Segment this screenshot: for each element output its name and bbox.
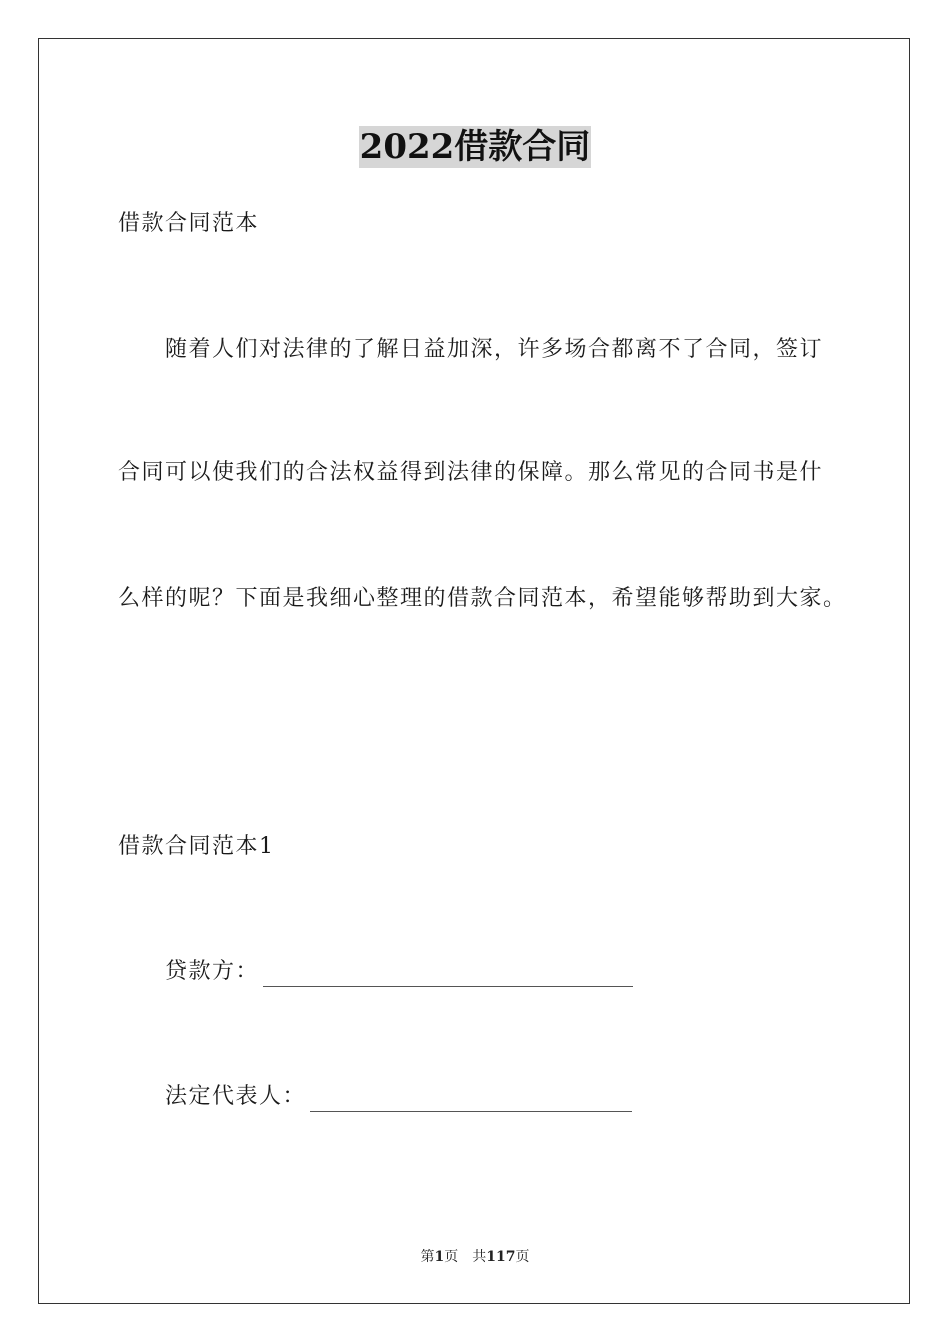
page-footer [0, 1247, 950, 1267]
total-suffix: 页 [515, 1249, 530, 1265]
lender-field [165, 957, 633, 987]
page-prefix: 第 [420, 1249, 435, 1265]
legal-representative-label: 法定代表人： [165, 1084, 307, 1109]
page-number: 1 [434, 1249, 445, 1265]
document-title: 2022借款合同 [359, 127, 591, 167]
legal-representative-field [165, 1082, 632, 1112]
intro-paragraph-line-3: 么样的呢？下面是我细心整理的借款合同范本，希望能够帮助到大家。 [118, 586, 847, 611]
lender-label: 贷款方： [165, 959, 260, 984]
document-subtitle: 借款合同范本 [118, 211, 260, 236]
total-pages: 117 [486, 1249, 516, 1265]
page-suffix: 页 [444, 1249, 459, 1265]
total-prefix: 共 [472, 1249, 487, 1265]
intro-paragraph-line-1: 随着人们对法律的了解日益加深，许多场合都离不了合同，签订 [165, 337, 824, 362]
title-container [0, 126, 950, 168]
lender-blank-line [263, 964, 633, 987]
section-heading: 借款合同范本1 [118, 834, 275, 859]
legal-representative-blank-line [310, 1089, 632, 1112]
intro-paragraph-line-2: 合同可以使我们的合法权益得到法律的保障。那么常见的合同书是什 [118, 460, 824, 485]
